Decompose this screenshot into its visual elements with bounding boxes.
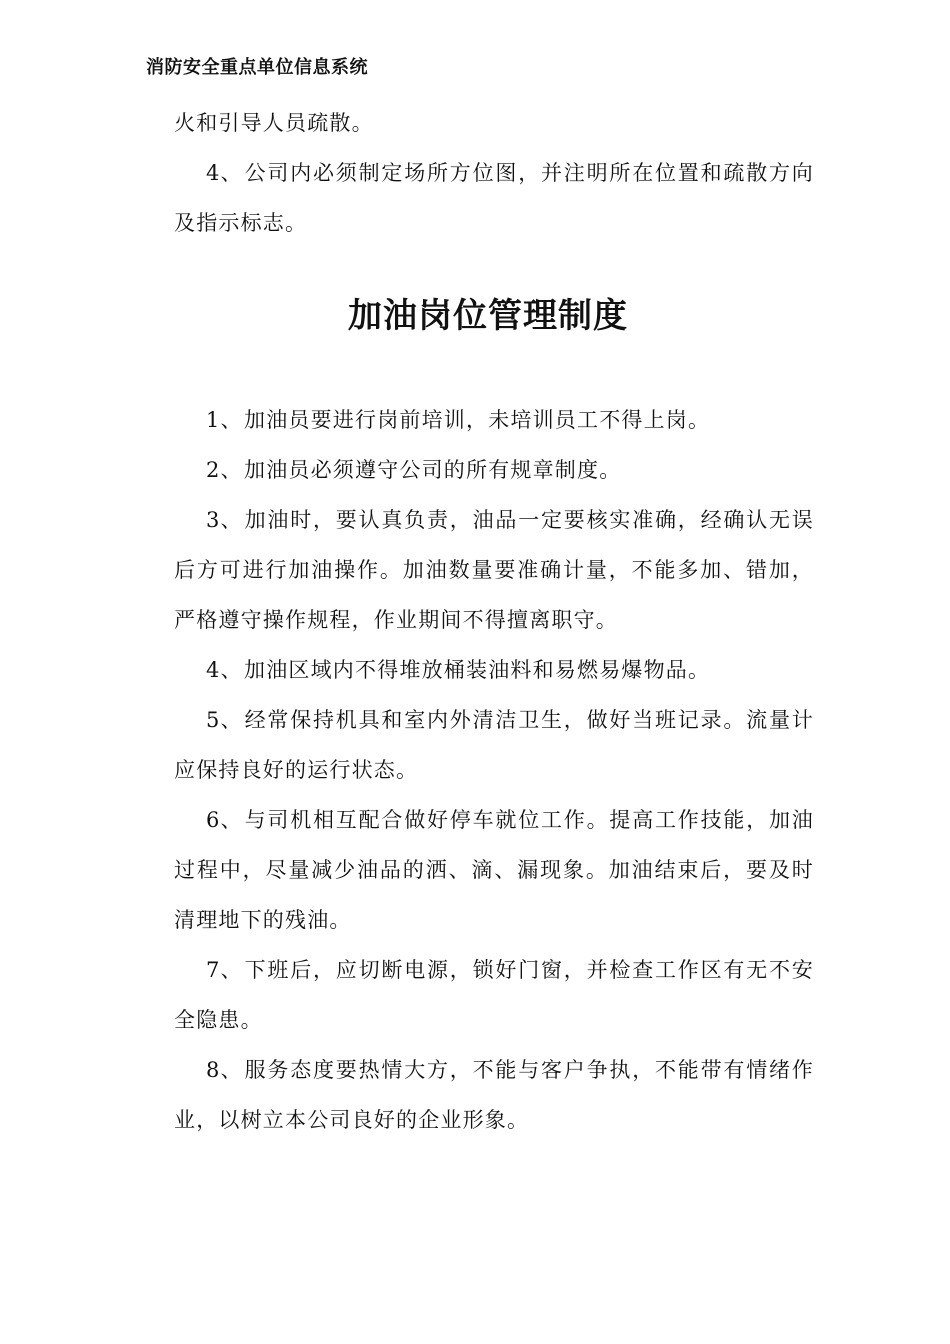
page-header: 消防安全重点单位信息系统	[146, 57, 368, 78]
item-number: 7、	[206, 958, 243, 982]
section-title: 加油岗位管理制度	[348, 296, 628, 336]
item-number: 5、	[206, 708, 243, 732]
item-text: 下班后，应切断电源，锁好门窗，并检查工作区有无不安全隐患。	[174, 958, 814, 1032]
item-text: 加油员必须遵守公司的所有规章制度。	[244, 458, 622, 482]
item-text: 公司内必须制定场所方位图，并注明所在位置和疏散方向及指示标志。	[174, 161, 814, 235]
item-number: 2、	[206, 458, 243, 482]
item-text: 加油区域内不得堆放桶装油料和易燃易爆物品。	[244, 658, 711, 682]
continuation-paragraph: 火和引导人员疏散。	[174, 111, 374, 135]
item-number: 4、	[206, 161, 243, 185]
item-text: 服务态度要热情大方，不能与客户争执，不能带有情绪作业，以树立本公司良好的企业形象。	[174, 1058, 814, 1132]
list-item	[174, 945, 814, 1045]
item-number: 3、	[206, 508, 243, 532]
list-item	[174, 795, 814, 945]
item-text: 与司机相互配合做好停车就位工作。提高工作技能，加油过程中，尽量减少油品的洒、滴、漏现象。加油结束后，要及时清理地下的残油。	[174, 808, 814, 932]
item-number: 4、	[206, 658, 243, 682]
item-number: 6、	[206, 808, 243, 832]
item-text: 经常保持机具和室内外清洁卫生，做好当班记录。流量计应保持良好的运行状态。	[174, 708, 814, 782]
previous-section	[174, 98, 814, 248]
list-item	[174, 445, 814, 495]
list-item	[174, 645, 814, 695]
item-text: 加油时，要认真负责，油品一定要核实准确，经确认无误后方可进行加油操作。加油数量要准确计量，不能多加、错加，严格遵守操作规程，作业期间不得擅离职守。	[174, 508, 814, 632]
item-number: 1、	[206, 408, 243, 432]
rules-list	[174, 395, 814, 1145]
item-number: 8、	[206, 1058, 243, 1082]
list-item	[174, 695, 814, 795]
item-text: 加油员要进行岗前培训，未培训员工不得上岗。	[244, 408, 711, 432]
list-item	[174, 1045, 814, 1145]
list-item	[174, 148, 814, 248]
list-item	[174, 395, 814, 445]
list-item	[174, 495, 814, 645]
